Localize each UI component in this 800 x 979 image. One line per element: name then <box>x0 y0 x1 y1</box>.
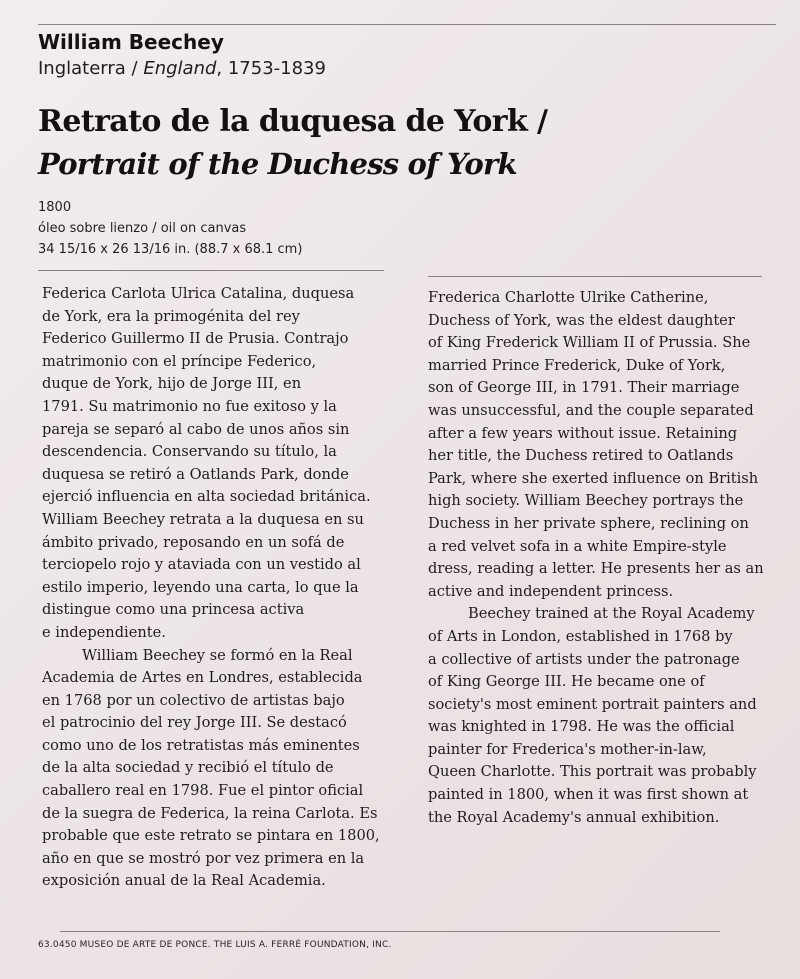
title-spanish: Retrato de la duquesa de York / <box>38 104 548 139</box>
text-line: of Arts in London, established in 1768 by <box>428 627 733 645</box>
text-line: the Royal Academy's annual exhibition. <box>428 808 720 826</box>
text-line: William Beechey retrata a la duquesa en su <box>42 510 364 528</box>
text-line: society's most eminent portrait painters and <box>428 695 757 713</box>
text-line: dress, reading a letter. He presents her as an <box>428 560 764 578</box>
text-line: of King George III. He became one of <box>428 673 705 691</box>
text-line: estilo imperio, leyendo una carta, lo que la <box>42 578 359 596</box>
text-line: high society. William Beechey portrays the <box>428 492 744 510</box>
description-english <box>428 287 764 829</box>
credit-line: 63.0450 MUSEO DE ARTE DE PONCE. THE LUIS A. FERRÉ FOUNDATION, INC. <box>38 940 392 950</box>
text-line: el patrocinio del rey Jorge III. Se destacó <box>42 714 347 732</box>
text-line: William Beechey se formó en la Real <box>82 646 353 664</box>
text-line: duque de York, hijo de Jorge III, en <box>42 375 302 393</box>
artwork-dimensions: 34 15/16 x 26 13/16 in. (88.7 x 68.1 cm) <box>38 242 303 257</box>
text-line: a collective of artists under the patronage <box>428 650 740 668</box>
text-line: her title, the Duchess retired to Oatlands <box>428 447 734 465</box>
text-line: e independiente. <box>42 623 166 641</box>
text-line: after a few years without issue. Retaining <box>428 424 738 442</box>
text-line: pareja se separó al cabo de unos años sin <box>42 420 350 438</box>
text-line: distingue como una princesa activa <box>42 601 305 619</box>
text-line: en 1768 por un colectivo de artistas bajo <box>42 691 345 709</box>
text-line: como uno de los retratistas más eminentes <box>42 736 360 754</box>
text-line: was unsuccessful, and the couple separated <box>428 401 754 419</box>
text-line: de la alta sociedad y recibió el título de <box>42 759 334 777</box>
artist-dates: , 1753-1839 <box>216 58 326 79</box>
text-line: Beechey trained at the Royal Academy <box>468 605 755 623</box>
text-line: probable que este retrato se pintara en 1800, <box>42 827 380 845</box>
text-line: son of George III, in 1791. Their marriage <box>428 379 740 397</box>
text-line: matrimonio con el príncipe Federico, <box>42 352 317 370</box>
description-spanish <box>42 283 380 893</box>
text-line: descendencia. Conservando su título, la <box>42 443 337 461</box>
text-line: painted in 1800, when it was first shown at <box>428 786 749 804</box>
text-line: de York, era la primogénita del rey <box>42 307 300 325</box>
text-line: married Prince Frederick, Duke of York, <box>428 356 726 374</box>
text-line: caballero real en 1798. Fue el pintor oficial <box>42 782 364 800</box>
text-line: duquesa se retiró a Oatlands Park, donde <box>42 465 349 483</box>
text-line: painter for Frederica's mother-in-law, <box>428 740 707 758</box>
artist-name: William Beechey <box>38 30 224 54</box>
text-line: a red velvet sofa in a white Empire-style <box>428 537 727 555</box>
text-line: terciopelo rojo y ataviada con un vestido al <box>42 556 361 574</box>
text-line: of King Frederick William II of Prussia. She <box>428 334 751 352</box>
text-line: exposición anual de la Real Academia. <box>42 872 326 890</box>
text-line: Park, where she exerted influence on British <box>428 469 759 487</box>
artwork-year: 1800 <box>38 200 72 215</box>
text-line: 1791. Su matrimonio no fue exitoso y la <box>42 397 337 415</box>
artwork-medium: óleo sobre lienzo / oil on canvas <box>38 221 247 236</box>
text-line: ejerció influencia en alta sociedad británica. <box>42 488 371 506</box>
text-line: was knighted in 1798. He was the official <box>428 718 735 736</box>
text-line: Duchess of York, was the eldest daughter <box>428 311 735 329</box>
origin-es: Inglaterra / <box>38 58 144 79</box>
text-line: Duchess in her private sphere, reclining on <box>428 514 749 532</box>
text-line: Frederica Charlotte Ulrike Catherine, <box>428 289 709 306</box>
text-line: de la suegra de Federica, la reina Carlota. Es <box>42 804 378 822</box>
origin-en: England <box>143 58 217 79</box>
right-column-rule <box>428 276 762 277</box>
top-rule <box>38 24 776 25</box>
text-line: Federica Carlota Ulrica Catalina, duquesa <box>42 285 355 302</box>
artist-origin <box>38 58 326 79</box>
text-line: active and independent princess. <box>428 582 674 600</box>
bottom-rule <box>60 931 720 932</box>
text-line: año en que se mostró por vez primera en la <box>42 849 365 867</box>
text-line: Academia de Artes en Londres, establecida <box>42 669 363 687</box>
title-english: Portrait of the Duchess of York <box>38 147 517 181</box>
text-line: ámbito privado, reposando en un sofá de <box>42 533 345 551</box>
text-line: Federico Guillermo II de Prusia. Contrajo <box>42 330 349 348</box>
text-line: Queen Charlotte. This portrait was probably <box>428 763 757 781</box>
left-column-rule <box>38 270 384 271</box>
